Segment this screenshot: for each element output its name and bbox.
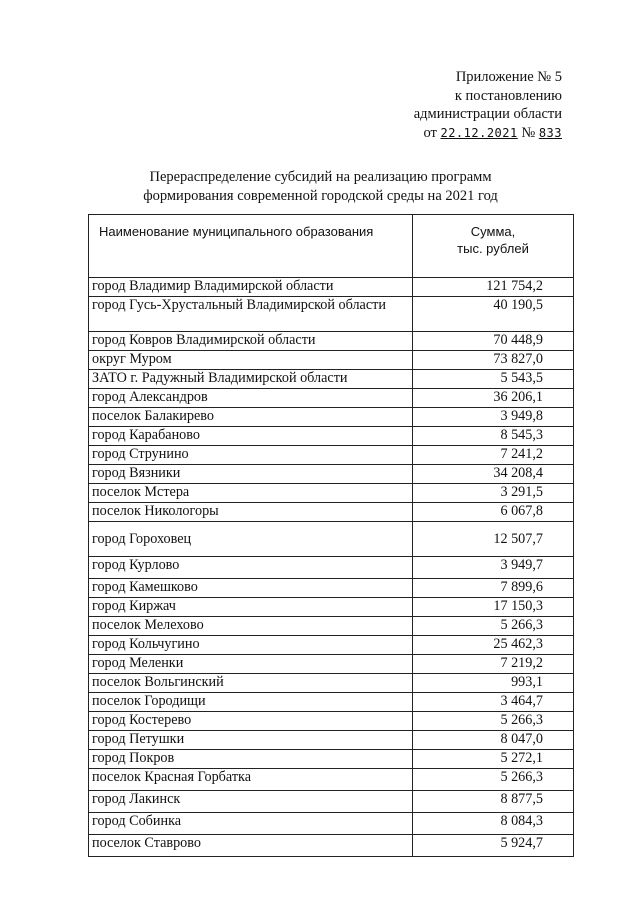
municipality-name: город Вязники [89, 465, 413, 484]
table-row [89, 674, 574, 693]
municipality-name: город Курлово [89, 557, 413, 579]
subsidy-amount: 7 219,2 [413, 655, 574, 674]
table-row [89, 446, 574, 465]
table-row [89, 579, 574, 598]
subsidy-amount: 36 206,1 [413, 389, 574, 408]
table-row [89, 835, 574, 857]
municipality-name: город Петушки [89, 731, 413, 750]
subsidy-amount: 73 827,0 [413, 351, 574, 370]
municipality-name: город Струнино [89, 446, 413, 465]
subsidy-amount: 5 543,5 [413, 370, 574, 389]
table-row [89, 351, 574, 370]
municipality-name: город Карабаново [89, 427, 413, 446]
table-row [89, 370, 574, 389]
header-sum-line-1: Сумма, [470, 224, 516, 239]
subsidy-amount: 8 877,5 [413, 791, 574, 813]
municipality-name: город Камешково [89, 579, 413, 598]
annex-date-line [332, 124, 562, 143]
municipality-name: ЗАТО г. Радужный Владимирской области [89, 370, 413, 389]
subsidy-amount: 993,1 [413, 674, 574, 693]
table-row [89, 636, 574, 655]
subsidy-amount: 121 754,2 [413, 278, 574, 297]
municipality-name: город Александров [89, 389, 413, 408]
table-body [89, 278, 574, 857]
subsidy-amount: 34 208,4 [413, 465, 574, 484]
subsidy-table [88, 214, 574, 857]
subsidy-amount: 17 150,3 [413, 598, 574, 617]
table-row [89, 522, 574, 557]
annex-line-2: к постановлению [454, 87, 562, 104]
municipality-name: город Кольчугино [89, 636, 413, 655]
table-row [89, 750, 574, 769]
decree-date: 22.12.2021 [440, 125, 518, 140]
annex-title: Приложение № 5 [455, 69, 562, 85]
table-row [89, 465, 574, 484]
table-row [89, 297, 574, 332]
table-header [89, 215, 574, 278]
table-row [89, 389, 574, 408]
municipality-name: поселок Балакирево [89, 408, 413, 427]
subsidy-amount: 3 291,5 [413, 484, 574, 503]
subsidy-amount: 25 462,3 [413, 636, 574, 655]
subsidy-amount: 7 899,6 [413, 579, 574, 598]
subsidy-amount: 8 084,3 [413, 813, 574, 835]
subsidy-amount: 7 241,2 [413, 446, 574, 465]
municipality-name: поселок Вольгинский [89, 674, 413, 693]
table-row [89, 484, 574, 503]
subsidy-amount: 8 047,0 [413, 731, 574, 750]
number-prefix: № [521, 124, 536, 141]
subsidy-amount: 70 448,9 [413, 332, 574, 351]
decree-number: 833 [538, 125, 562, 140]
title-line-1: Перераспределение субсидий на реализацию программ [149, 169, 492, 185]
header-name: Наименование муниципального образования [89, 215, 413, 278]
subsidy-amount: 8 545,3 [413, 427, 574, 446]
subsidy-amount: 5 924,7 [413, 835, 574, 857]
municipality-name: город Гороховец [89, 522, 413, 557]
subsidy-amount: 40 190,5 [413, 297, 574, 332]
subsidy-amount: 5 272,1 [413, 750, 574, 769]
municipality-name: город Костерево [89, 712, 413, 731]
table-row [89, 427, 574, 446]
subsidy-amount: 5 266,3 [413, 617, 574, 636]
table-row [89, 693, 574, 712]
document-title [88, 168, 553, 205]
table-row [89, 655, 574, 674]
municipality-name: город Меленки [89, 655, 413, 674]
subsidy-amount: 5 266,3 [413, 769, 574, 791]
municipality-name: город Лакинск [89, 791, 413, 813]
table-row [89, 813, 574, 835]
table-row [89, 769, 574, 791]
table-row [89, 503, 574, 522]
municipality-name: город Гусь-Хрустальный Владимирской области [89, 297, 413, 332]
subsidy-amount: 12 507,7 [413, 522, 574, 557]
table-row [89, 617, 574, 636]
subsidy-amount: 3 464,7 [413, 693, 574, 712]
subsidy-amount: 3 949,8 [413, 408, 574, 427]
municipality-name: город Собинка [89, 813, 413, 835]
table-row [89, 332, 574, 351]
municipality-name: город Покров [89, 750, 413, 769]
table-row [89, 408, 574, 427]
header-sum [413, 215, 574, 278]
municipality-name: поселок Городищи [89, 693, 413, 712]
table-row [89, 557, 574, 579]
municipality-name: город Ковров Владимирской области [89, 332, 413, 351]
annex-block [332, 68, 562, 142]
subsidy-amount: 6 067,8 [413, 503, 574, 522]
table-row [89, 731, 574, 750]
municipality-name: город Владимир Владимирской области [89, 278, 413, 297]
table-row [89, 712, 574, 731]
table-row [89, 598, 574, 617]
annex-line-3: администрации области [413, 106, 562, 122]
subsidy-amount: 3 949,7 [413, 557, 574, 579]
municipality-name: город Киржач [89, 598, 413, 617]
title-line-2: формирования современной городской среды на 2021 год [143, 187, 498, 204]
municipality-name: поселок Мстера [89, 484, 413, 503]
date-prefix: от [423, 124, 437, 141]
header-sum-line-2: тыс. рублей [457, 241, 529, 256]
subsidy-amount: 5 266,3 [413, 712, 574, 731]
table-row [89, 791, 574, 813]
municipality-name: поселок Никологоры [89, 503, 413, 522]
table-row [89, 278, 574, 297]
municipality-name: поселок Красная Горбатка [89, 769, 413, 791]
municipality-name: поселок Мелехово [89, 617, 413, 636]
municipality-name: поселок Ставрово [89, 835, 413, 857]
municipality-name: округ Муром [89, 351, 413, 370]
